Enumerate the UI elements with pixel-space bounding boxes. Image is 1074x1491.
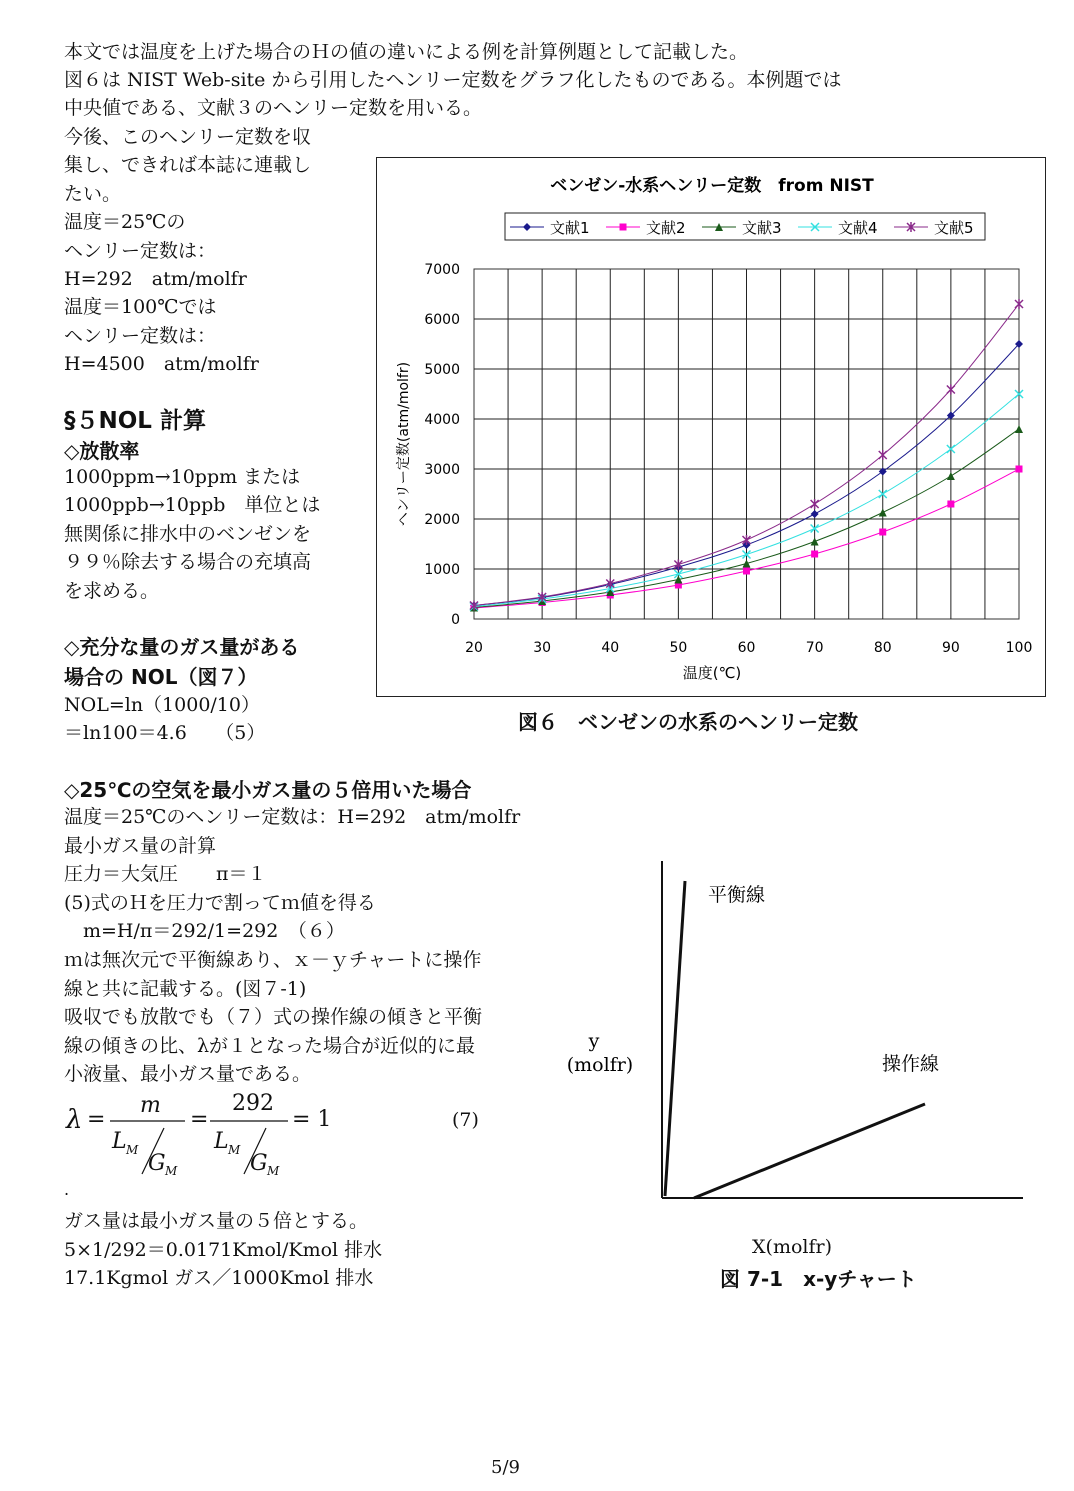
section5-line: 1000ppm→10ppm または [64,466,301,488]
case25-line: 線の傾きの比、λが１となった場合が近似的に最 [64,1034,476,1057]
xy-ylabel: y [588,1030,600,1052]
series-point [620,224,627,231]
nol-formula-line: ＝ln100＝4.6 （5） [64,722,266,745]
section5-line: ９９％除去する場合の充填高 [64,551,312,574]
figure71-caption: 図 7-1 x-yチャート [720,1267,917,1291]
sufficient-heading-line: 場合の NOL（図７） [64,665,258,689]
equilibrium-label: 平衡線 [708,884,766,906]
eq-equals-2: = [190,1107,209,1132]
case25-line: 吸収でも放散でも（７）式の操作線の傾きと平衡 [64,1006,483,1029]
eq-L-2: L [214,1129,229,1154]
legend-label: 文献1 [550,219,590,237]
x-tick-label: 100 [1005,640,1033,656]
x-tick-label: 50 [669,640,688,656]
equilibrium-line [665,881,685,1196]
case25-line: 温度＝25℃のヘンリー定数は：H=292 atm/molfr [64,806,521,828]
tail-paragraph [64,1207,382,1293]
case25-line: m=H/π＝292/1=292 （６） [64,920,345,943]
figure71-xy-chart [555,855,1035,1215]
case25-line: ｍは無次元で平衡線あり、ｘ－ｙチャートに操作 [64,948,482,971]
stray-dot: . [64,1180,70,1199]
intro-line-2: 図６は NIST Web-site から引用したヘンリー定数をグラフ化したものである。本例題では [64,69,842,91]
eq-G-2: G [250,1151,268,1176]
side-line: ヘンリー定数は： [64,324,217,347]
operating-line [694,1104,925,1198]
case25-heading: ◇25℃の空気を最小ガス量の５倍用いた場合 [64,778,472,802]
series-point [1016,466,1023,473]
y-tick-label: 0 [451,612,460,628]
x-tick-label: 80 [873,640,892,656]
eq-L-sub: M [126,1143,139,1157]
y-tick-label: 3000 [424,462,460,478]
case25-line: 圧力＝大気圧 π＝１ [64,863,267,886]
side-line: ヘンリー定数は： [64,239,217,262]
xy-yunit: (molfr) [566,1054,634,1076]
x-tick-label: 70 [805,640,824,656]
x-tick-label: 30 [533,640,552,656]
series-point [879,529,886,536]
intro-line-3: 中央値である、文献３のヘンリー定数を用いる。 [64,97,483,119]
side-paragraph [64,123,311,379]
eq-equals: = [87,1107,106,1132]
case25-line: (5)式のＨを圧力で割ってｍ値を得る [64,891,376,914]
section5-line: を求める。 [64,579,160,602]
section5-paragraph [64,463,320,605]
section5-subheading: ◇放散率 [64,439,140,463]
eq-292: 292 [232,1091,274,1116]
legend-label: 文献5 [934,219,974,237]
eq-G: G [148,1151,166,1176]
x-tick-label: 60 [737,640,756,656]
section5-heading: §５NOL 計算 [64,408,206,434]
side-line: 温度＝100℃では [64,296,217,319]
nol-formula [64,691,265,748]
eq-G-sub: M [165,1164,178,1178]
y-tick-label: 6000 [424,312,460,328]
series-point [811,551,818,558]
x-tick-label: 40 [601,640,620,656]
side-line: H=292 atm/molfr [64,268,247,291]
xy-xlabel: X(molfr) [752,1236,832,1258]
case25-paragraph [64,803,520,1089]
section5-line: 無関係に排水中のベンゼンを [64,522,312,545]
case25-line: 線と共に記載する。(図７-1) [64,977,307,1000]
case25-line: 最小ガス量の計算 [64,834,217,857]
eq-G-sub-2: M [267,1164,280,1178]
nol-formula-line: NOL=ln（1000/10） [64,694,260,716]
x-tick-label: 20 [465,640,483,656]
legend-label: 文献3 [742,219,782,237]
henry-chart-svg [377,158,1047,698]
eq-m: m [140,1093,161,1118]
side-line: 集し、できれば本誌に連載し [64,154,312,177]
equation-7 [60,1088,520,1188]
operating-label: 操作線 [882,1053,940,1075]
side-line: たい。 [64,182,122,205]
y-tick-label: 5000 [424,362,460,378]
y-tick-label: 7000 [424,262,460,278]
case25-line: 小液量、最小ガス量である。 [64,1063,312,1086]
page-number: 5/9 [491,1457,520,1478]
side-line: 温度＝25℃の [64,211,186,234]
x-tick-label: 90 [941,640,960,656]
eq-L-sub-2: M [228,1143,241,1157]
legend-label: 文献4 [838,219,878,237]
series-point [743,568,750,575]
intro-line-1: 本文では温度を上げた場合のＨの値の違いによる例を計算例題として記載した。 [64,41,749,63]
y-tick-label: 2000 [424,512,460,528]
tail-line: 17.1Kgmol ガス／1000Kmol 排水 [64,1267,374,1290]
sufficient-heading-line: ◇充分な量のガス量がある [64,635,300,659]
tail-line: ガス量は最小ガス量の５倍とする。 [64,1210,369,1232]
figure6-chart [376,157,1046,697]
section5-line: 1000ppb→10ppb 単位とは [64,494,321,517]
chart-title: ベンゼン-水系ヘンリー定数 from NIST [550,176,874,196]
figure6-caption: 図６ ベンゼンの水系のヘンリー定数 [518,710,858,734]
eq-lambda: λ [66,1105,83,1135]
sufficient-heading [64,632,299,692]
eq-result: = 1 [292,1107,332,1132]
y-tick-label: 1000 [424,562,460,578]
eq-L: L [112,1129,127,1154]
tail-line: 5×1/292＝0.0171Kmol/Kmol 排水 [64,1238,383,1261]
side-line: H=4500 atm/molfr [64,353,259,376]
legend-label: 文献2 [646,219,686,237]
eq-number: (7) [452,1109,479,1131]
chart-ylabel: ヘンリー定数(atm/molfr) [396,361,412,527]
chart-xlabel: 温度(℃) [682,664,742,682]
y-tick-label: 4000 [424,412,460,428]
side-line: 今後、このヘンリー定数を収 [64,126,312,148]
series-point [947,501,954,508]
